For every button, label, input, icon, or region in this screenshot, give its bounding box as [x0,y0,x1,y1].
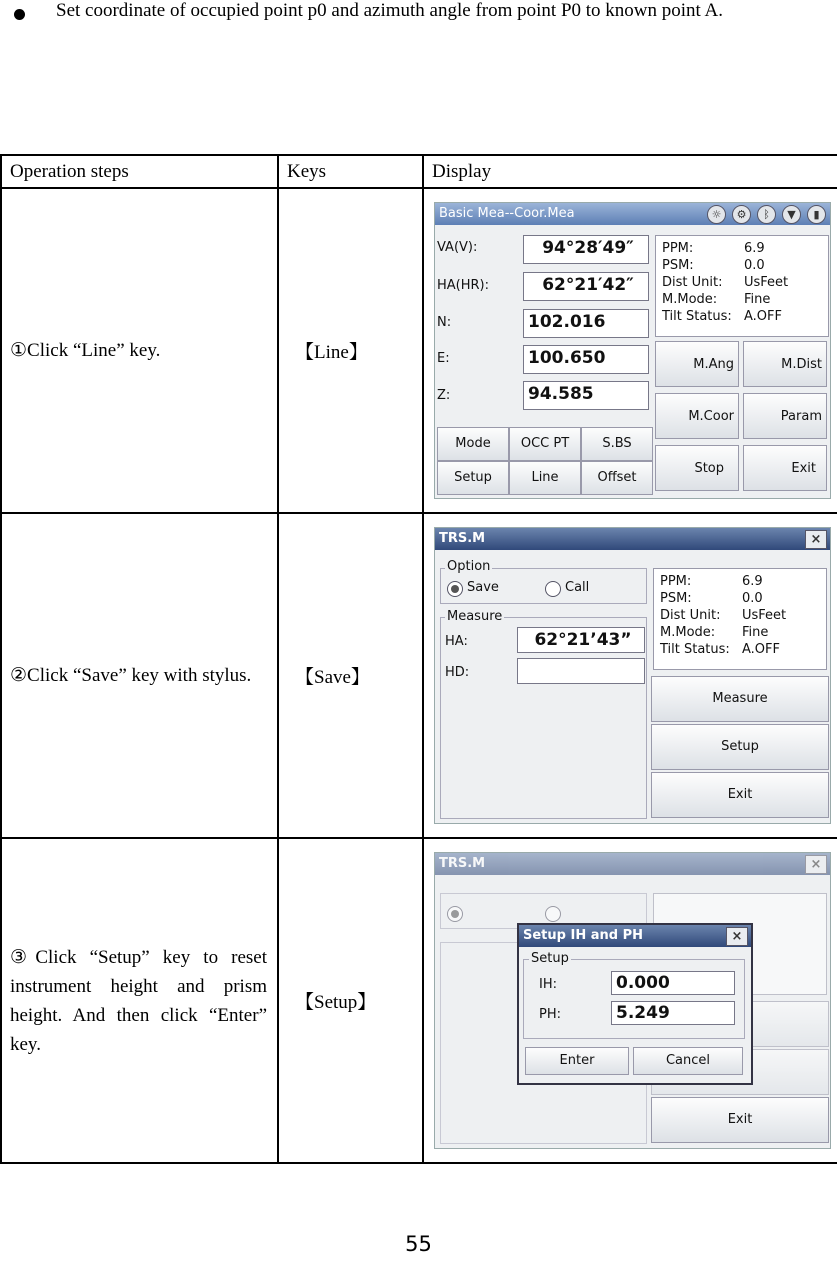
dialog-title-bar [519,925,751,947]
ha-value: 62°21′42″ [523,272,649,301]
intro-text: Set coordinate of occupied point p0 and azimuth angle from point P0 to known point A. [56,0,723,21]
dist-unit-value: UsFeet [742,608,787,623]
va-value: 94°28′49″ [523,235,649,264]
tilt-value: A.OFF [744,309,782,324]
display-cell [423,513,837,838]
m-coor-button[interactable] [655,393,739,439]
info-panel [653,568,827,670]
measure-label: Measure [447,609,503,624]
step-text: ③Click “Setup” key to reset instrument height and prism height. And then click “Enter” key. [1,838,278,1163]
line-button[interactable]: Line [509,461,581,495]
e-label: E: [437,351,450,366]
setup-button[interactable]: Setup [437,461,509,495]
hd-value [517,658,645,684]
table-row [1,513,837,838]
n-value: 102.016 [523,309,649,338]
close-icon[interactable]: × [726,927,748,946]
screen-trs-setup [434,852,831,1149]
occ-pt-button[interactable]: OCC PT [509,427,581,461]
bluetooth-icon[interactable]: ᛒ [757,205,776,224]
call-radio[interactable] [545,581,561,597]
screen-trs-save [434,527,831,824]
battery-icon: ☼ [707,205,726,224]
screen-title: Basic Mea--Coor.Mea [439,206,575,221]
ppm-label: PPM: [660,574,692,589]
operation-table [0,154,837,1164]
m-ang-button[interactable] [655,341,739,387]
title-bar [435,853,830,875]
exit-button[interactable]: Exit [651,772,829,818]
header-display: Display [423,155,837,188]
step-text: ②Click “Save” key with stylus. [1,513,278,838]
psm-value: 0.0 [742,591,763,606]
dist-unit-label: Dist Unit: [662,275,723,290]
bullet-icon [14,9,25,20]
ppm-value: 6.9 [744,241,765,256]
screen-basic-mea [434,202,831,499]
display-cell [423,838,837,1163]
ppm-value: 6.9 [742,574,763,589]
exit-button[interactable] [743,445,827,491]
va-label: VA(V): [437,240,478,255]
measure-button[interactable]: Measure [651,676,829,722]
setup-ih-ph-dialog [517,923,753,1085]
tilt-label: Tilt Status: [662,309,732,324]
ha-label: HA: [445,634,468,649]
table-header-row [1,155,837,188]
stop-label: Stop [694,461,724,476]
mmode-label: M.Mode: [660,625,716,640]
enter-button[interactable]: Enter [525,1047,629,1075]
sbs-button[interactable]: S.BS [581,427,653,461]
setup-button[interactable]: Setup [651,724,829,770]
z-label: Z: [437,388,451,403]
screen-title: TRS.M [439,531,486,546]
ih-label: IH: [539,977,557,992]
title-bar [435,203,830,225]
dist-unit-value: UsFeet [744,275,789,290]
mode-button[interactable]: Mode [437,427,509,461]
exit-button[interactable]: Exit [651,1097,829,1143]
close-icon[interactable]: × [805,855,827,874]
power-icon: ▮ [807,205,826,224]
dist-unit-label: Dist Unit: [660,608,721,623]
e-value: 100.650 [523,345,649,374]
key-text: 【Line】 [278,188,423,513]
key-text: 【Save】 [278,513,423,838]
dialog-title: Setup IH and PH [523,928,643,943]
setup-group-label: Setup [531,951,569,966]
call-label: Call [565,580,590,595]
z-value: 94.585 [523,381,649,410]
cancel-button[interactable]: Cancel [633,1047,743,1075]
stop-button[interactable] [655,445,739,491]
psm-label: PSM: [660,591,692,606]
tilt-value: A.OFF [742,642,780,657]
m-coor-label: M.Coor [688,409,734,424]
m-dist-button[interactable] [743,341,827,387]
m-ang-label: M.Ang [693,357,734,372]
param-button[interactable] [743,393,827,439]
ha-label: HA(HR): [437,278,489,293]
n-label: N: [437,315,452,330]
param-label: Param [780,409,822,424]
gear-icon[interactable]: ⚙ [732,205,751,224]
ph-label: PH: [539,1007,561,1022]
close-icon[interactable]: × [805,530,827,549]
info-panel [655,235,829,337]
save-radio[interactable] [447,581,463,597]
m-dist-label: M.Dist [781,357,822,372]
ppm-label: PPM: [662,241,694,256]
psm-label: PSM: [662,258,694,273]
prism-icon[interactable]: ▼ [782,205,801,224]
exit-label: Exit [791,461,816,476]
mmode-value: Fine [744,292,771,307]
ih-input[interactable]: 0.000 [611,971,735,995]
mmode-label: M.Mode: [662,292,718,307]
display-cell [423,188,837,513]
ha-value: 62°21’43” [517,627,645,653]
table-row [1,838,837,1163]
table-row [1,188,837,513]
save-radio [447,906,463,922]
option-label: Option [447,559,491,574]
offset-button[interactable]: Offset [581,461,653,495]
screen-title: TRS.M [439,856,486,871]
tilt-label: Tilt Status: [660,642,730,657]
ph-input[interactable]: 5.249 [611,1001,735,1025]
hd-label: HD: [445,665,470,680]
step-text: ①Click “Line” key. [1,188,278,513]
save-label: Save [467,580,499,595]
header-keys: Keys [278,155,423,188]
mmode-value: Fine [742,625,769,640]
page-number: 55 [405,1232,432,1256]
call-radio [545,906,561,922]
title-bar [435,528,830,550]
key-text: 【Setup】 [278,838,423,1163]
header-steps: Operation steps [1,155,278,188]
psm-value: 0.0 [744,258,765,273]
